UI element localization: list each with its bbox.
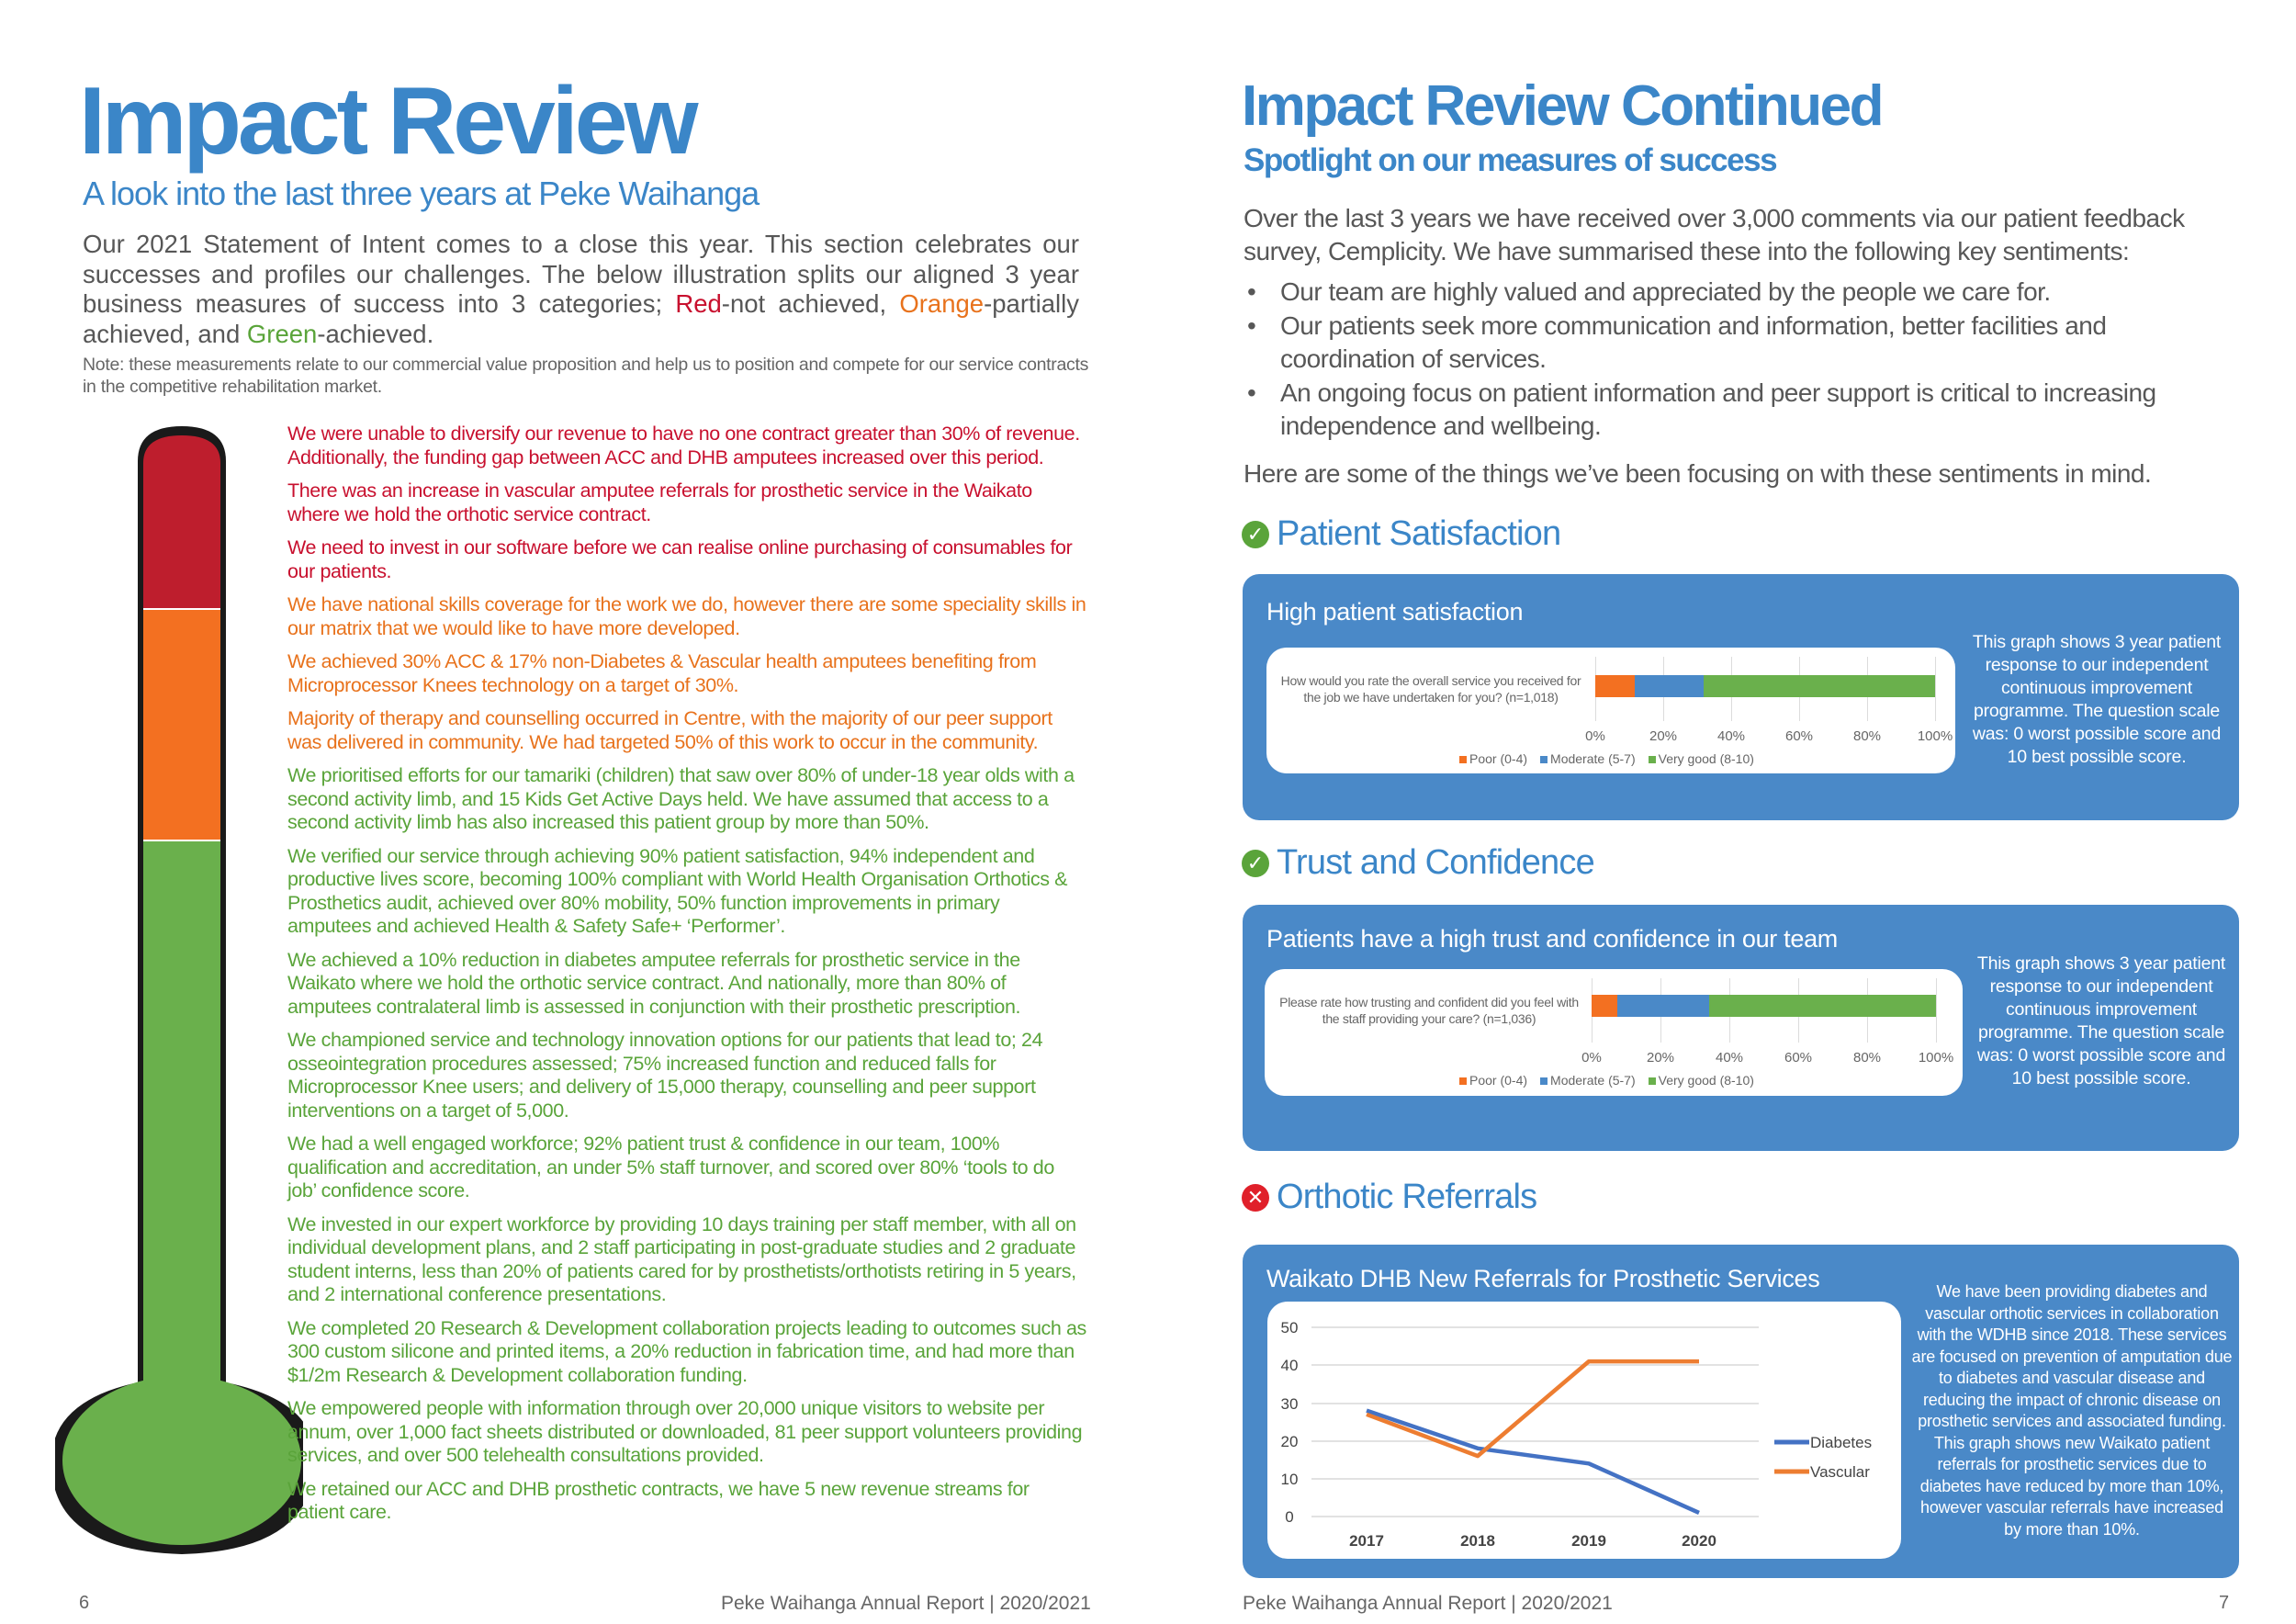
chart-side-note: This graph shows 3 year patient response to our independent continuous improvement programme. The question scale was: 0 worst possible score and 10 best possible score. xyxy=(1972,632,2222,767)
chart-question: How would you rate the overall service you received for the job we have undertaken for you? (n=1,018) xyxy=(1280,673,1581,705)
line-chart-svg xyxy=(1267,1302,1901,1559)
measures-list xyxy=(287,423,1086,1535)
svg-text:40: 40 xyxy=(1280,1357,1299,1374)
stacked-bar-chart: Please rate how trusting and confident did you feel with the staff providing your care? (n=1,036) 0% 20% 40% 60% 80% 100% Poor (0-4) Moderate (5-7) Very good (8-10) xyxy=(1265,969,1963,1096)
legend-green-word: Green xyxy=(246,319,318,348)
bar-segment-very-good xyxy=(1704,675,1935,697)
section-heading-label: Orthotic Referrals xyxy=(1277,1178,1537,1216)
thermometer-icon xyxy=(55,423,303,1562)
x-circle-icon: ✕ xyxy=(1242,1184,1269,1212)
chart-side-note: This graph shows 3 year patient response to our independent continuous improvement programme. The question scale was: 0 worst possible score and 10 best possible score. xyxy=(1976,953,2226,1088)
svg-text:2018: 2018 xyxy=(1460,1532,1495,1550)
diabetes-line xyxy=(1367,1411,1699,1513)
intro-text: Our 2021 Statement of Intent comes to a close this year. This section celebrates our successes and profiles our challenges. The below illustration splits our aligned 3 year business measures of success into 3 categories; xyxy=(83,230,1079,318)
stacked-bar xyxy=(1592,995,1936,1017)
measure-item: We achieved a 10% reduction in diabetes amputee referrals for prosthetic service in the Waikato where we hold the orthotic service contract. And nationally, more than 80% of amputees contralateral limb is assessed in conjunction with their prosthetic prescription. xyxy=(287,948,1021,1018)
measure-item: We retained our ACC and DHB prosthetic contracts, we have 5 new revenue streams for patient care. xyxy=(287,1477,1030,1523)
svg-text:Diabetes: Diabetes xyxy=(1810,1434,1873,1451)
measure-item: We were unable to diversify our revenue to have no one contract greater than 30% of revenue. Additionally, the funding gap between ACC and DHB amputees increased over this period. xyxy=(287,423,1080,468)
card-title: Waikato DHB New Referrals for Prosthetic Services xyxy=(1266,1265,1820,1292)
chart-question: Please rate how trusting and confident did you feel with the staff providing your care? (n=1,036) xyxy=(1279,995,1579,1026)
section-heading-label: Trust and Confidence xyxy=(1277,843,1594,882)
card-title: Patients have a high trust and confidence in our team xyxy=(1266,925,1839,953)
thermometer-graphic xyxy=(55,423,303,1562)
section-heading-orthotic-referrals xyxy=(1242,1178,1536,1217)
note-text: Note: these measurements relate to our commercial value proposition and help us to position and compete for our service contracts in the competitive rehabilitation market. xyxy=(83,355,1089,397)
page-subtitle: Spotlight on our measures of success xyxy=(1244,142,1777,178)
sentiments-list xyxy=(1244,276,2235,444)
section-heading-trust-confidence xyxy=(1242,843,1594,883)
stacked-bar-chart: How would you rate the overall service you received for the job we have undertaken for you? (n=1,018) 0% 20% 40% 60% 80% 100% Poor (0-4) Moderate (5-7) Very good (8-10) xyxy=(1266,648,1955,773)
bar-plot-area xyxy=(1592,978,1936,1043)
bar-segment-poor xyxy=(1595,675,1635,697)
page-number: 6 xyxy=(79,1593,90,1613)
measure-item: We need to invest in our software before we can realise online purchasing of consumables for our patients. xyxy=(287,536,1073,582)
bar-segment-very-good xyxy=(1709,995,1937,1017)
measure-item: We had a well engaged workforce; 92% patient trust & confidence in our team, 100% qualification and accreditation, an under 5% staff turnover, and scored over 80% ‘tools to do job’ confidence score. xyxy=(287,1133,1054,1201)
legend-orange-word: Orange xyxy=(899,289,985,318)
page-subtitle: A look into the last three years at Peke Waihanga xyxy=(83,175,760,212)
intro-text: -not achieved, xyxy=(721,289,900,318)
intro-paragraph xyxy=(83,230,1079,349)
svg-text:20: 20 xyxy=(1280,1433,1299,1450)
bar-segment-moderate xyxy=(1617,995,1708,1017)
page-footer: Peke Waihanga Annual Report | 2020/2021 xyxy=(721,1593,1091,1614)
svg-text:2017: 2017 xyxy=(1349,1532,1384,1550)
legend-red-word: Red xyxy=(675,289,722,318)
focus-line: Here are some of the things we’ve been focusing on with these sentiments in mind. xyxy=(1244,459,2152,488)
measure-item: We invested in our expert workforce by providing 10 days training per staff member, with all on individual development plans, and 2 staff participating in post-graduate studies and 2 graduate student interns, less than 20% of patients cared for by prosthetists/orthotists retiring in 5 years, and 2 international conference presentations. xyxy=(287,1212,1076,1305)
svg-text:0: 0 xyxy=(1285,1508,1294,1526)
measure-item: We verified our service through achieving 90% patient satisfaction, 94% independent and productive lives score, becoming 100% compliant with World Health Organisation Orthotics & Prosthetics audit, achieved over 80% mobility, 50% function improvements in primary amputees and achieved Health & Safety Safe+ ‘Performer’. xyxy=(287,844,1068,937)
bar-segment-poor xyxy=(1592,995,1617,1017)
measure-item: We completed 20 Research & Development collaboration projects leading to outcomes such as 300 custom silicone and printed items, a 20% reduction in fabrication time, and had more than $1/2m Research & Development collaboration funding. xyxy=(287,1316,1086,1386)
bar-plot-area xyxy=(1595,657,1935,721)
chart-side-note: We have been providing diabetes and vascular orthotic services in collaboration with the WDHB since 2018. These services are focused on prevention of amputation due to diabetes and vascular disease and reducing the impact of chronic disease on prosthetic services and associated funding. This graph shows new Waikato patient referrals for prosthetic services due to diabetes have reduced by more than 10%, however vascular referrals have increased by more than 10%. xyxy=(1911,1282,2233,1539)
svg-text:30: 30 xyxy=(1280,1395,1299,1413)
svg-text:10: 10 xyxy=(1280,1471,1299,1488)
card-title: High patient satisfaction xyxy=(1266,598,1524,626)
intro-text: -achieved. xyxy=(317,319,434,348)
patient-satisfaction-card xyxy=(1243,574,2239,820)
page-title: Impact Review xyxy=(79,68,695,175)
intro-text: -partially achieved, and xyxy=(83,289,1080,348)
svg-text:Vascular: Vascular xyxy=(1810,1463,1870,1481)
measure-item: We empowered people with information through over 20,000 unique visitors to website per annum, over 1,000 fact sheets distributed or downloaded, 81 peer support volunteers providing services, and over 500 telehealth consultations provided. xyxy=(287,1397,1083,1466)
measure-item: There was an increase in vascular amputee referrals for prosthetic service in the Waikato where we hold the orthotic service contract. xyxy=(287,479,1032,525)
chart-legend: Poor (0-4) Moderate (5-7) Very good (8-10) xyxy=(1459,751,1754,766)
sentiment-item: • Our team are highly valued and appreciated by the people we care for. xyxy=(1244,276,2235,309)
chart-legend: Poor (0-4) Moderate (5-7) Very good (8-10) xyxy=(1459,1073,1754,1088)
sentiment-item: • An ongoing focus on patient information and peer support is critical to increasing independence and wellbeing. xyxy=(1244,377,2235,443)
measure-item: Majority of therapy and counselling occurred in Centre, with the majority of our peer support was delivered in community. We had targeted 50% of this work to occur in the community. xyxy=(287,707,1052,753)
check-circle-icon: ✓ xyxy=(1242,521,1269,548)
intro-paragraph: Over the last 3 years we have received over 3,000 comments via our patient feedback survey, Cemplicity. We have summarised these into the following key sentiments: xyxy=(1244,204,2185,265)
svg-text:2020: 2020 xyxy=(1682,1532,1716,1550)
section-heading-patient-satisfaction xyxy=(1242,514,1560,554)
svg-text:50: 50 xyxy=(1280,1319,1299,1336)
measure-item: We have national skills coverage for the work we do, however there are some speciality skills in our matrix that we would like to have more developed. xyxy=(287,593,1086,639)
trust-confidence-card xyxy=(1243,905,2239,1151)
measure-item: We achieved 30% ACC & 17% non-Diabetes & Vascular health amputees benefiting from Microprocessor Knees technology on a target of 30%. xyxy=(287,650,1037,696)
stacked-bar xyxy=(1595,675,1935,697)
measure-item: We prioritised efforts for our tamariki (children) that saw over 80% of under-18 year olds with a second activity limb, and 15 Kids Get Active Days held. We have assumed that access to a second activity limb has also increased this patient group by more than 50%. xyxy=(287,764,1075,833)
check-circle-icon: ✓ xyxy=(1242,850,1269,877)
page-footer: Peke Waihanga Annual Report | 2020/2021 xyxy=(1243,1593,1613,1614)
bar-segment-moderate xyxy=(1635,675,1705,697)
section-heading-label: Patient Satisfaction xyxy=(1277,514,1561,553)
page-number: 7 xyxy=(2219,1593,2230,1613)
orthotic-referrals-card xyxy=(1243,1245,2239,1578)
sentiment-item: • Our patients seek more communication and information, better facilities and coordination of services. xyxy=(1244,310,2235,376)
line-chart xyxy=(1267,1302,1901,1559)
measure-item: We championed service and technology innovation options for our patients that lead to; 24 osseointegration procedures assessed; 75% increased function and reduced falls for Microprocessor Knee users; and delivery of 15,000 therapy, counselling and peer support interventions on a target of 5,000. xyxy=(287,1029,1043,1122)
svg-text:2019: 2019 xyxy=(1571,1532,1606,1550)
page-title: Impact Review Continued xyxy=(1242,74,1882,138)
